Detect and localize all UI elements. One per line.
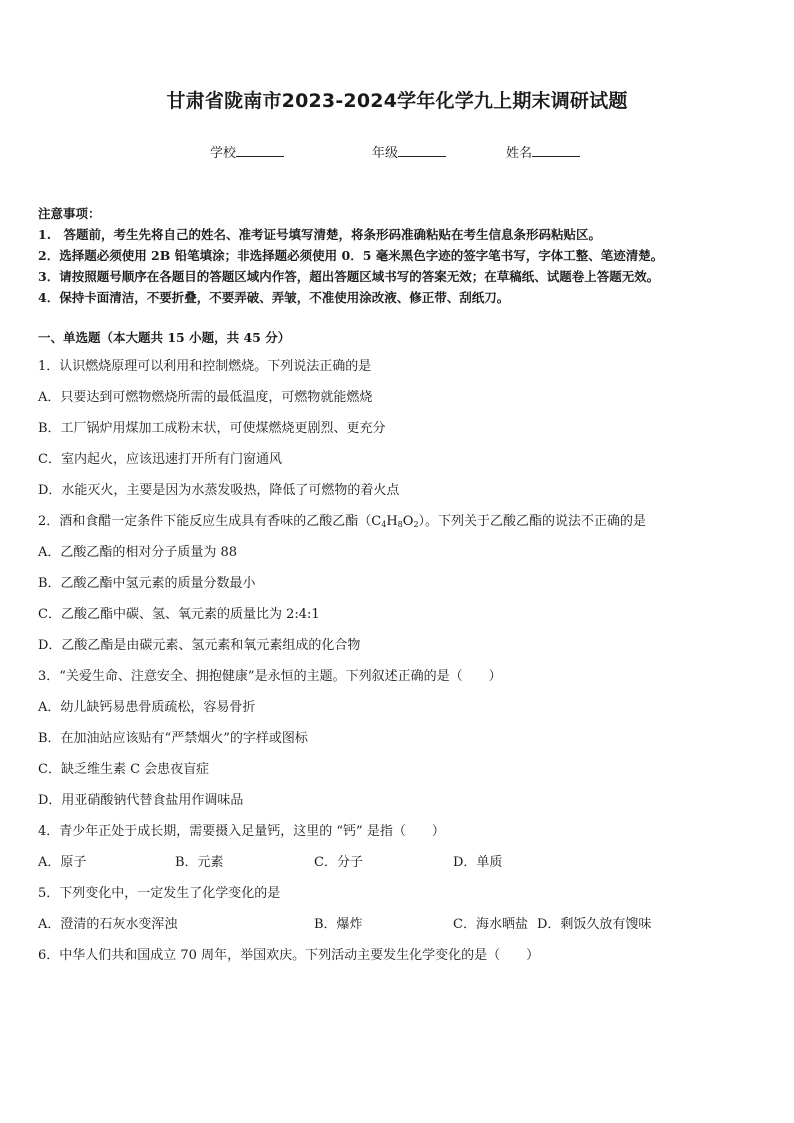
question-2-option-b: B．乙酸乙酯中氢元素的质量分数最小 [38, 576, 256, 591]
question-2-option-c: C．乙酸乙酯中碳、氢、氧元素的质量比为 2:4:1 [38, 607, 320, 622]
question-4-option-c: C．分子 [314, 855, 363, 870]
question-4-option-b: B．元素 [175, 855, 224, 870]
formula-c-count: 4 [381, 520, 387, 529]
question-3-stem: 3．“关爱生命、注意安全、拥抱健康”是永恒的主题。下列叙述正确的是（ ） [38, 669, 502, 684]
grade-label: 年级 [372, 146, 399, 161]
question-5-option-a: A．澄清的石灰水变浑浊 [38, 917, 178, 932]
formula-o: O [402, 514, 414, 529]
formula-c: C [371, 514, 382, 529]
question-2-stem-after: ）。下列关于乙酸乙酯的说法不正确的是 [418, 514, 647, 529]
note-item: 2．选择题必须使用 2B 铅笔填涂；非选择题必须使用 0．5 毫米黑色字迹的签字笔书写，字体工整、笔迹清楚。 [38, 248, 664, 263]
question-2-stem [38, 510, 646, 529]
formula-o-count: 2 [413, 520, 419, 529]
note-item: 1. 答题前，考生先将自己的姓名、准考证号填写清楚，将条形码准确粘贴在考生信息条形码粘贴区。 [38, 227, 602, 242]
question-5-option-d: D．剩饭久放有馊味 [537, 917, 652, 932]
question-1-option-b: B．工厂锅炉用煤加工成粉末状，可使煤燃烧更剧烈、更充分 [38, 421, 386, 436]
question-4-option-a: A．原子 [38, 855, 87, 870]
question-3-option-c: C．缺乏维生素 C 会患夜盲症 [38, 762, 210, 777]
question-6-stem: 6．中华人们共和国成立 70 周年，举国欢庆。下列活动主要发生化学变化的是（ ） [38, 948, 540, 963]
grade-blank [398, 144, 446, 157]
question-1-option-d: D．水能灭火，主要是因为水蒸发吸热，降低了可燃物的着火点 [38, 483, 400, 498]
notes-heading: 注意事项： [38, 206, 101, 221]
note-item: 4．保持卡面清洁，不要折叠，不要弄破、弄皱，不准使用涂改液、修正带、刮纸刀。 [38, 290, 510, 305]
question-1-option-c: C．室内起火，应该迅速打开所有门窗通风 [38, 452, 282, 467]
page-title: 甘肃省陇南市2023-2024学年化学九上期末调研试题 [166, 90, 628, 112]
question-5-stem: 5．下列变化中，一定发生了化学变化的是 [38, 886, 281, 901]
question-2-option-a: A．乙酸乙酯的相对分子质量为 88 [38, 545, 238, 560]
grade-field [372, 142, 446, 161]
question-3-option-d: D．用亚硝酸钠代替食盐用作调味品 [38, 793, 244, 808]
question-1-stem: 1．认识燃烧原理可以利用和控制燃烧。下列说法正确的是 [38, 359, 372, 374]
name-blank [532, 144, 580, 157]
question-2-stem-before: 2．酒和食醋一定条件下能反应生成具有香味的乙酸乙酯（ [38, 514, 372, 529]
ethyl-acetate-formula [371, 514, 418, 529]
note-item: 3．请按照题号顺序在各题目的答题区域内作答，超出答题区域书写的答案无效；在草稿纸、试题卷上答题无效。 [38, 269, 660, 284]
question-4-stem: 4．青少年正处于成长期，需要摄入足量钙，这里的 “钙” 是指（ ） [38, 824, 445, 839]
question-2-option-d: D．乙酸乙酯是由碳元素、氢元素和氧元素组成的化合物 [38, 638, 361, 653]
question-3-option-a: A．幼儿缺钙易患骨质疏松，容易骨折 [38, 700, 256, 715]
question-1-option-a: A．只要达到可燃物燃烧所需的最低温度，可燃物就能燃烧 [38, 390, 373, 405]
section-title: 一、单选题（本大题共 15 小题，共 45 分） [38, 330, 291, 345]
question-5-option-c: C．海水晒盐 [453, 917, 528, 932]
school-label: 学校 [210, 146, 237, 161]
question-4-option-d: D．单质 [453, 855, 503, 870]
school-blank [236, 144, 284, 157]
formula-h: H [386, 514, 398, 529]
question-5-option-b: B．爆炸 [314, 917, 363, 932]
name-label: 姓名 [506, 146, 533, 161]
formula-h-count: 8 [397, 520, 403, 529]
school-field [210, 142, 284, 161]
question-3-option-b: B．在加油站应该贴有“严禁烟火”的字样或图标 [38, 731, 308, 746]
name-field [506, 142, 580, 161]
